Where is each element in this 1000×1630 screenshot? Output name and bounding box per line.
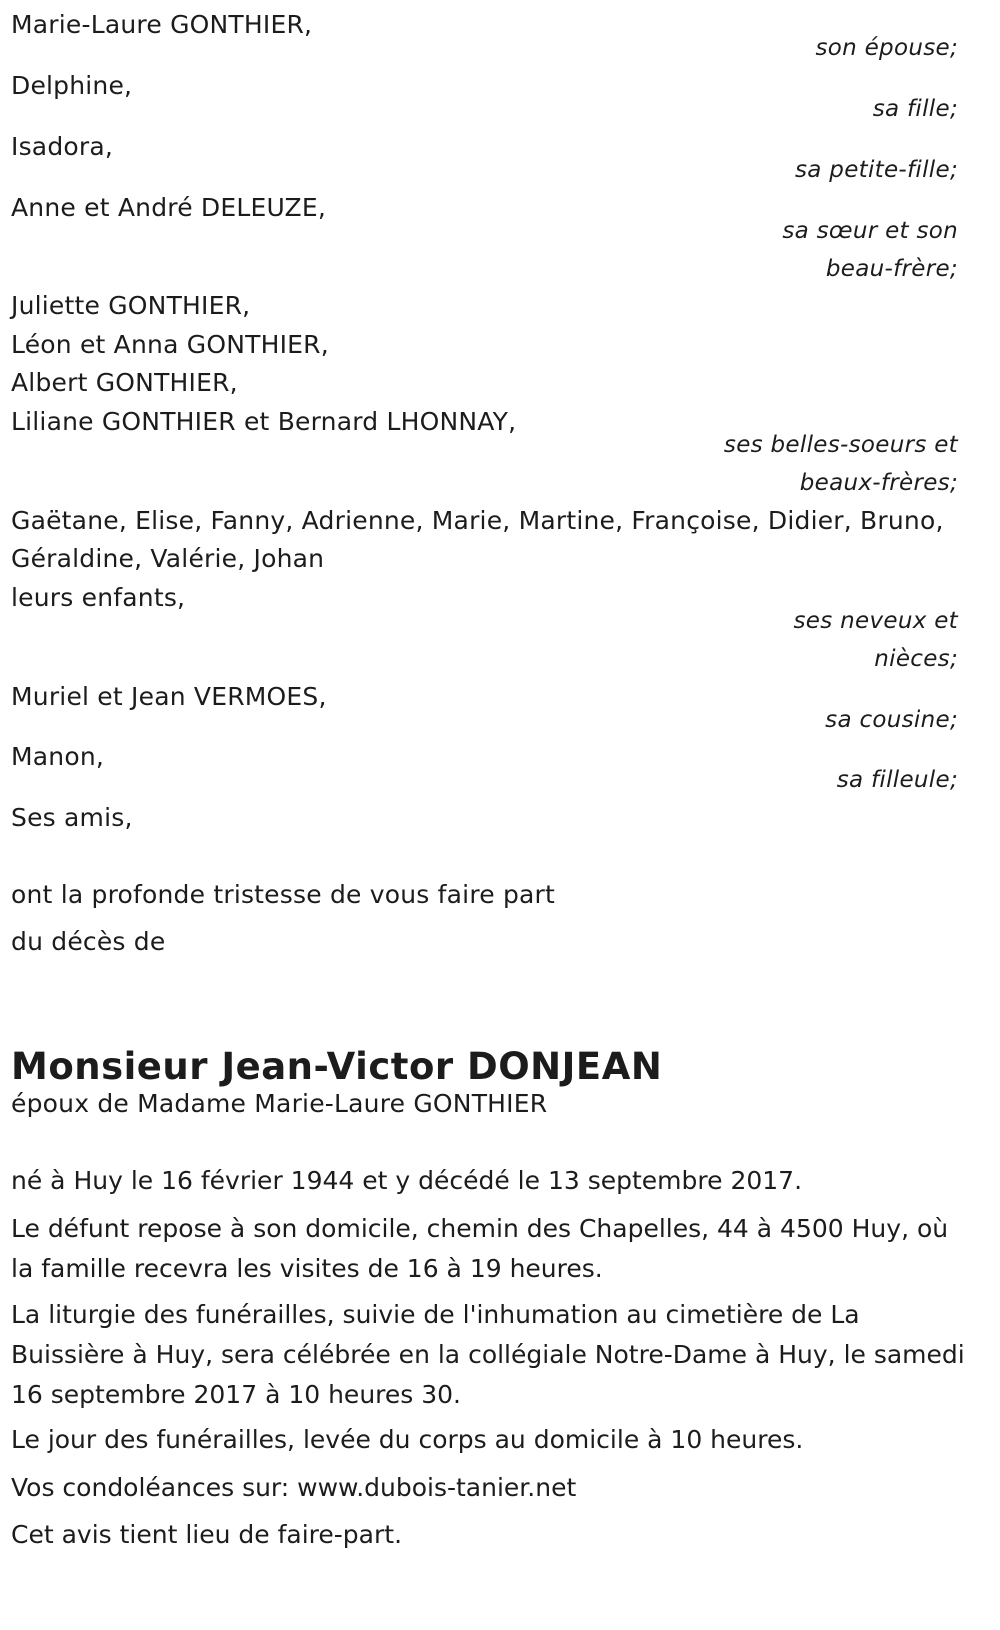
notice-text: Cet avis tient lieu de faire-part. [11, 1520, 403, 1549]
relative-name: Isadora, [11, 132, 114, 161]
condolences-text: Vos condoléances sur: www.dubois-tanier.net [11, 1473, 577, 1502]
announcement-line: du décès de [11, 927, 166, 956]
relative-name: Muriel et Jean VERMOES, [11, 682, 327, 711]
relative-name: Géraldine, Valérie, Johan [11, 544, 325, 573]
relative-name: Léon et Anna GONTHIER, [11, 330, 329, 359]
relative-name: Juliette GONTHIER, [11, 291, 251, 320]
relative-role: beau-frère; [825, 256, 958, 282]
relative-name: Marie-Laure GONTHIER, [11, 10, 313, 39]
relative-name: Delphine, [11, 71, 133, 100]
deceased-name: Monsieur Jean-Victor DONJEAN [11, 1045, 663, 1088]
repose-text: Le défunt repose à son domicile, chemin des Chapelles, 44 à 4500 Huy, où la famille recevra les visites de 16 à 19 heures. [11, 1214, 949, 1283]
relative-name: Liliane GONTHIER et Bernard LHONNAY, [11, 407, 517, 436]
spouse-line: époux de Madame Marie-Laure GONTHIER [11, 1089, 548, 1118]
relative-name: Manon, [11, 742, 105, 771]
relative-role: ses neveux et [793, 608, 958, 634]
relative-role: beaux-frères; [799, 470, 958, 496]
levee-text: Le jour des funérailles, levée du corps au domicile à 10 heures. [11, 1425, 804, 1454]
relative-role: nièces; [874, 646, 958, 672]
relative-name: Ses amis, [11, 803, 133, 832]
relative-name: leurs enfants, [11, 583, 186, 612]
liturgy-text: La liturgie des funérailles, suivie de l'inhumation au cimetière de La Buissière à Huy, sera célébrée en la collégiale Notre-Dame à Huy, le samedi 16 septembre 2017 à 10 heures 30. [11, 1300, 965, 1409]
relative-role: son épouse; [815, 35, 958, 61]
relative-name: Albert GONTHIER, [11, 368, 238, 397]
birth-death-text: né à Huy le 16 février 1944 et y décédé le 13 septembre 2017. [11, 1166, 803, 1195]
relative-role: sa filleule; [836, 767, 958, 793]
relative-role: sa cousine; [825, 707, 958, 733]
relative-role: sa petite-fille; [795, 157, 958, 183]
relative-role: sa fille; [872, 96, 958, 122]
relative-role: sa sœur et son [782, 218, 958, 244]
announcement-line: ont la profonde tristesse de vous faire part [11, 880, 556, 909]
relative-name: Gaëtane, Elise, Fanny, Adrienne, Marie, Martine, Françoise, Didier, Bruno, [11, 506, 944, 535]
relative-role: ses belles-soeurs et [723, 432, 958, 458]
relative-name: Anne et André DELEUZE, [11, 193, 327, 222]
